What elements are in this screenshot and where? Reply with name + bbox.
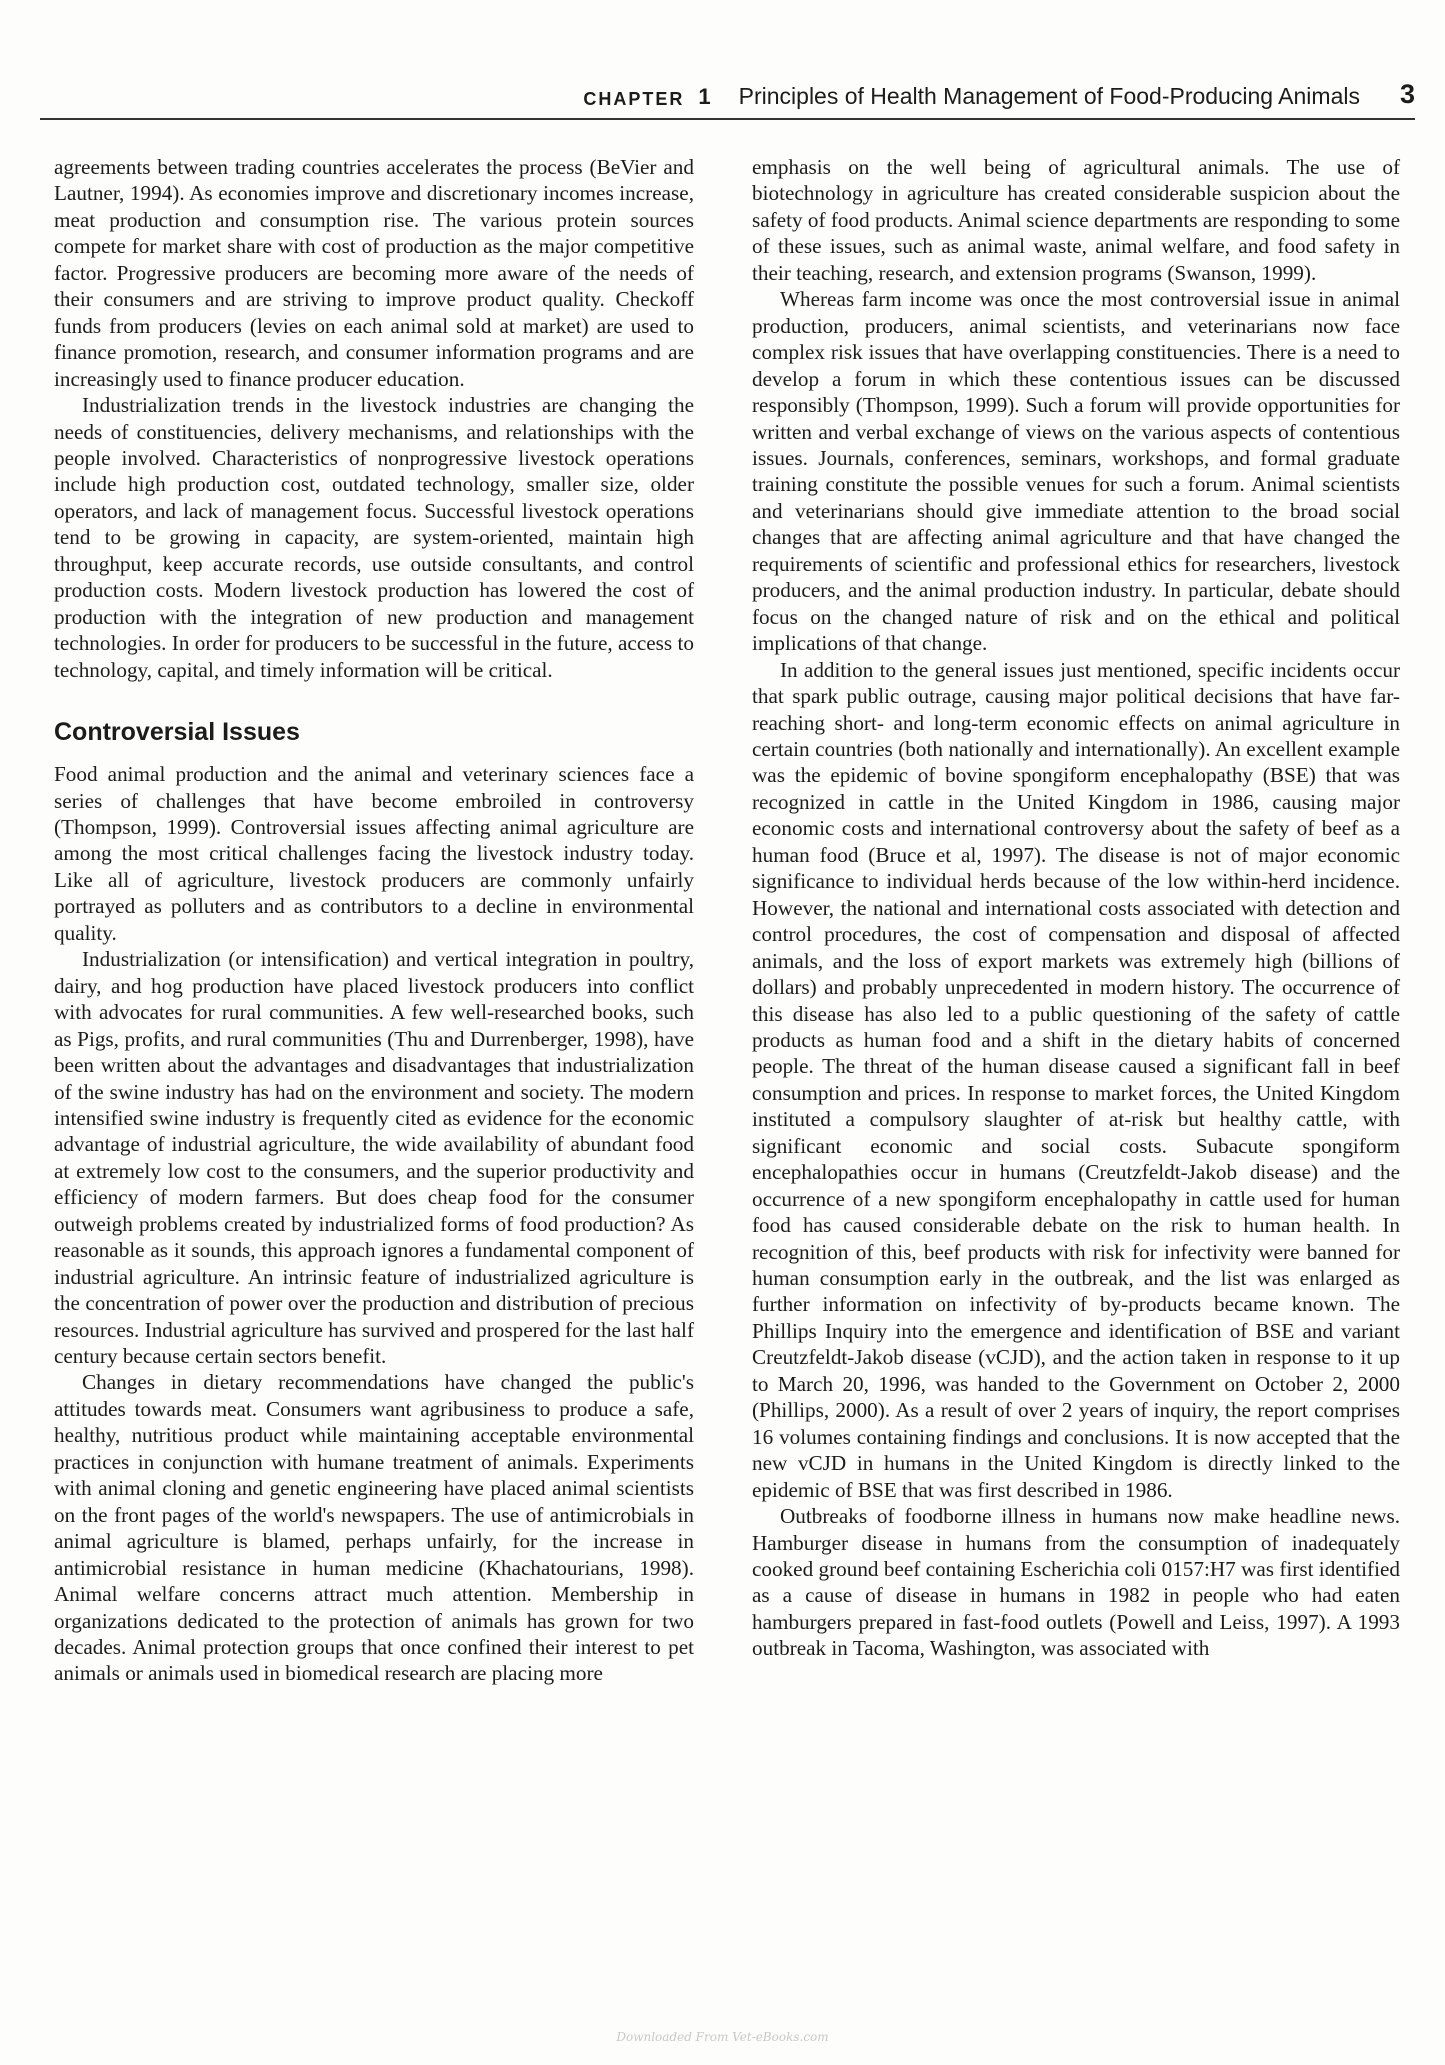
right-column [752,154,1400,1662]
chapter-label: CHAPTER [583,89,685,109]
section-heading: Controversial Issues [54,718,300,747]
body-paragraph: Industrialization (or intensification) and vertical integration in poultry, dairy, and hog production have placed livestock producers into conflict with advocates for rural communities. A few well-researched books, such as Pigs, profits, and rural communities (Thu and Durrenberger, 1998), have been written about the advantages and disadvantages that industrialization of the swine industry has had on the environment and society. The modern intensified swine industry is frequently cited as evidence for the economic advantage of industrial agriculture, the wide availability of abundant food at extremely low cost to the consumers, and the superior productivity and efficiency of modern farmers. But does cheap food for the consumer outweigh problems created by industrialized forms of food production? As reasonable as it sounds, this approach ignores a fundamental component of industrial agriculture. An intrinsic feature of industrialized agriculture is the concentration of power over the production and distribution of precious resources. Industrial agriculture has survived and prospered for the last half century because certain sectors benefit. [54,947,694,1369]
page-number: 3 [1399,79,1415,109]
body-paragraph: Food animal production and the animal and veterinary sciences face a series of challenges that have become embroiled in controversy (Thompson, 1999). Controversial issues affecting animal agriculture are among the most critical challenges facing the livestock industry today. Like all of agriculture, livestock producers are commonly unfairly portrayed as polluters and as contributors to a decline in environmental quality. [54,762,694,945]
body-paragraph: Industrialization trends in the livestock industries are changing the needs of constituencies, delivery mechanisms, and relationships with the people involved. Characteristics of nonprogressive livestock operations include high production cost, outdated technology, smaller size, older operators, and lack of management focus. Successful livestock operations tend to be growing in capacity, are system-oriented, maintain high throughput, keep accurate records, use outside consultants, and control production costs. Modern livestock production has lowered the cost of production with the integration of new production and management technologies. In order for producers to be successful in the future, access to technology, capital, and timely information will be critical. [54,393,694,682]
chapter-title: Principles of Health Management of Food-Producing Animals [738,83,1360,109]
running-header [40,74,1415,120]
download-watermark: Downloaded From Vet-eBooks.com [616,2030,829,2044]
body-paragraph: Outbreaks of foodborne illness in humans now make headline news. Hamburger disease in humans from the consumption of inadequately cooked ground beef containing Escherichia coli 0157:H7 was first identified as a cause of disease in humans in 1982 in people who had eaten hamburgers prepared in fast-food outlets (Powell and Leiss, 1997). A 1993 outbreak in Tacoma, Washington, was associated with [752,1504,1400,1661]
body-paragraph: Changes in dietary recommendations have changed the public's attitudes towards meat. Consumers want agribusiness to produce a safe, healthy, nutritious product while maintaining acceptable environmental practices in conjunction with humane treatment of animals. Experiments with animal cloning and genetic engineering have placed animal scientists on the front pages of the world's newspapers. The use of antimicrobials in animal agriculture is blamed, perhaps unfairly, for the increase in antimicrobial resistance in human medicine (Khachatourians, 1998). Animal welfare concerns attract much attention. Membership in organizations dedicated to the protection of animals has grown for two decades. Animal protection groups that once confined their interest to pet animals or animals used in biomedical research are placing more [54,1370,694,1686]
chapter-number: 1 [698,84,711,109]
body-paragraph: agreements between trading countries accelerates the process (BeVier and Lautner, 1994). As economies improve and discretionary incomes increase, meat production and consumption rise. The various protein sources compete for market share with cost of production as the major competitive factor. Progressive producers are becoming more aware of the needs of their consumers and are striving to improve product quality. Checkoff funds from producers (levies on each animal sold at market) are used to finance promotion, research, and consumer information programs and are increasingly used to finance producer education. [54,155,694,391]
body-paragraph: emphasis on the well being of agricultural animals. The use of biotechnology in agriculture has created considerable suspicion about the safety of food products. Animal science departments are responding to some of these issues, such as animal waste, animal welfare, and food safety in their teaching, research, and extension programs (Swanson, 1999). [752,155,1400,285]
body-paragraph: Whereas farm income was once the most controversial issue in animal production, producers, animal scientists, and veterinarians now face complex risk issues that have overlapping constituencies. There is a need to develop a forum in which these contentious issues can be discussed responsibly (Thompson, 1999). Such a forum will provide opportunities for written and verbal exchange of views on the various aspects of contentious issues. Journals, conferences, seminars, workshops, and formal graduate training constitute the possible venues for such a forum. Animal scientists and veterinarians should give immediate attention to the broad social changes that are affecting animal agriculture and that have changed the requirements of scientific and professional ethics for researchers, livestock producers, and the animal production industry. In particular, debate should focus on the changed nature of risk and on the ethical and political implications of that change. [752,287,1400,656]
body-paragraph: In addition to the general issues just mentioned, specific incidents occur that spark public outrage, causing major political decisions that have far-reaching short- and long-term economic effects on animal agriculture in certain countries (both nationally and internationally). An excellent example was the epidemic of bovine spongiform encephalopathy (BSE) that was recognized in cattle in the United Kingdom in 1986, causing major economic costs and international controversy about the safety of beef as a human food (Bruce et al, 1997). The disease is not of major economic significance to individual herds because of the low within-herd incidence. However, the national and international costs associated with detection and control procedures, the cost of compensation and disposal of affected animals, and the loss of export markets was extremely high (billions of dollars) and probably unprecedented in modern history. The occurrence of this disease has also led to a public questioning of the safety of cattle products as human food and a shift in the dietary habits of concerned people. The threat of the human disease caused a significant fall in beef consumption and prices. In response to market forces, the United Kingdom instituted a compulsory slaughter of at-risk but healthy cattle, with significant economic and social costs. Subacute spongiform encephalopathies occur in humans (Creutzfeldt-Jakob disease) and the occurrence of a new spongiform encephalopathy in cattle used for human food has caused considerable debate on the risk to human health. In recognition of this, beef products with risk for infectivity were banned for human consumption early in the outbreak, and the list was enlarged as further information on infectivity of by-products became known. The Phillips Inquiry into the emergence and identification of BSE and variant Creutzfeldt-Jakob disease (vCJD), and the action taken in response to it up to March 20, 1996, was handed to the Government on October 2, 2000 (Phillips, 2000). As a result of over 2 years of inquiry, the report comprises 16 volumes containing findings and conclusions. It is now accepted that the new vCJD in humans in the United Kingdom is directly linked to the epidemic of BSE that was first described in 1986. [752,657,1400,1502]
left-column [54,154,694,1687]
